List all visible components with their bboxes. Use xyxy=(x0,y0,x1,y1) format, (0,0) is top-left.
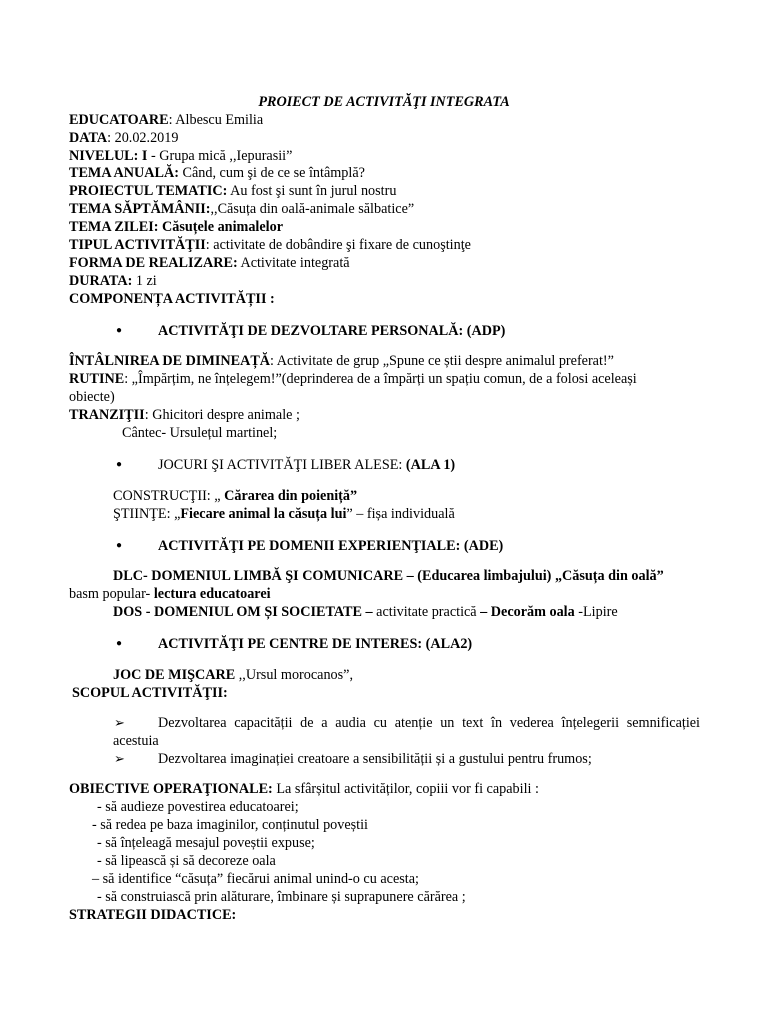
ala1-heading: JOCURI ŞI ACTIVITĂŢI LIBER ALESE: (ALA 1) xyxy=(158,457,456,473)
obiectiv-item: - să înțeleagă mesajul poveștii expuse; xyxy=(97,835,315,851)
bullet-icon: ● xyxy=(116,325,123,336)
adp-heading: ACTIVITĂŢI DE DEZVOLTARE PERSONALĂ: (ADP) xyxy=(158,323,506,339)
header-tema-anuala: TEMA ANUALĂ: Când, cum şi de ce se întâmplă? xyxy=(69,165,365,181)
joc-de-miscare: JOC DE MIŞCARE ,,Ursul morocanos”, xyxy=(113,667,353,683)
header-forma-de-realizare: FORMA DE REALIZARE: Activitate integrată xyxy=(69,255,350,271)
bullet-icon: ● xyxy=(116,540,123,551)
header-proiectul-tematic: PROIECTUL TEMATIC: Au fost şi sunt în jurul nostru xyxy=(69,183,397,199)
header-data: DATA: 20.02.2019 xyxy=(69,130,179,146)
header-tema-zilei: TEMA ZILEI: Căsuțele animalelor xyxy=(69,219,283,235)
obiectiv-item: - să lipească și să decoreze oala xyxy=(97,853,276,869)
header-educatoare: EDUCATOARE: Albescu Emilia xyxy=(69,112,264,128)
obiectiv-item: – să identifice “căsuța” fiecărui animal unind-o cu acesta; xyxy=(92,871,419,887)
cantec: Cântec- Ursulețul martinel; xyxy=(122,425,278,441)
rutine-cont: obiecte) xyxy=(69,389,115,405)
dlc-line-2: basm popular- lectura educatoarei xyxy=(69,586,271,602)
bullet-icon: ● xyxy=(116,459,123,470)
header-nivelul: NIVELUL: I - Grupa mică ,,Iepurasii” xyxy=(69,148,293,164)
ala2-heading: ACTIVITĂŢI PE CENTRE DE INTERES: (ALA2) xyxy=(158,636,473,652)
dos-line: DOS - DOMENIUL OM ȘI SOCIETATE – activitate practică – Decorăm oala -Lipire xyxy=(113,604,618,620)
ade-heading: ACTIVITĂŢI PE DOMENII EXPERIENŢIALE: (ADE) xyxy=(158,538,504,554)
scop-item: Dezvoltarea imaginației creatoare a sensibilității și a gustului pentru frumos; xyxy=(158,751,592,767)
scopul-heading: SCOPUL ACTIVITĂŢII: xyxy=(72,685,228,701)
header-durata: DURATA: 1 zi xyxy=(69,273,157,289)
intalnirea-de-dimineata: ÎNTÂLNIREA DE DIMINEAȚĂ: Activitate de grup „Spune ce știi despre animalul preferat!” xyxy=(69,353,614,369)
obiectiv-item: - să redea pe baza imaginilor, conținutul poveștii xyxy=(92,817,368,833)
header-tema-saptamanii: TEMA SĂPTĂMÂNII:,,Căsuța din oală-animale sălbatice” xyxy=(69,201,415,217)
scop-item-cont: acestuia xyxy=(113,733,159,749)
obiectiv-item: - să construiască prin alăturare, îmbinare și suprapunere cărărea ; xyxy=(97,889,466,905)
tranzitii: TRANZIŢII: Ghicitori despre animale ; xyxy=(69,407,300,423)
header-componenta: COMPONENȚA ACTIVITĂȚII : xyxy=(69,291,275,307)
dlc-line: DLC- DOMENIUL LIMBĂ ŞI COMUNICARE – (Educarea limbajului) „Căsuța din oală” xyxy=(113,568,664,584)
stiinte: ŞTIINŢE: „Fiecare animal la căsuța lui” – fișa individuală xyxy=(113,506,455,522)
bullet-icon: ● xyxy=(116,638,123,649)
scop-item: Dezvoltarea capacității de a audia cu atenție un text în vederea înțelegerii semnificației xyxy=(158,715,700,731)
obiective-operationale: OBIECTIVE OPERAŢIONALE: La sfârșitul activităților, copiii vor fi capabili : xyxy=(69,781,539,797)
arrow-bullet-icon: ➢ xyxy=(114,715,125,730)
constructii: CONSTRUCŢII: „ Cărarea din poieniță” xyxy=(113,488,358,504)
obiectiv-item: - să audieze povestirea educatoarei; xyxy=(97,799,299,815)
rutine: RUTINE: „Împărțim, ne înțelegem!”(deprinderea de a împărți un spațiu comun, de a folosi aceleași xyxy=(69,371,637,387)
strategii-didactice: STRATEGII DIDACTICE: xyxy=(69,907,237,923)
document-title: PROIECT DE ACTIVITĂŢI INTEGRATA xyxy=(258,94,510,110)
arrow-bullet-icon: ➢ xyxy=(114,751,125,766)
header-tipul-activitatii: TIPUL ACTIVITĂŢII: activitate de dobândire şi fixare de cunoştinţe xyxy=(69,237,471,253)
